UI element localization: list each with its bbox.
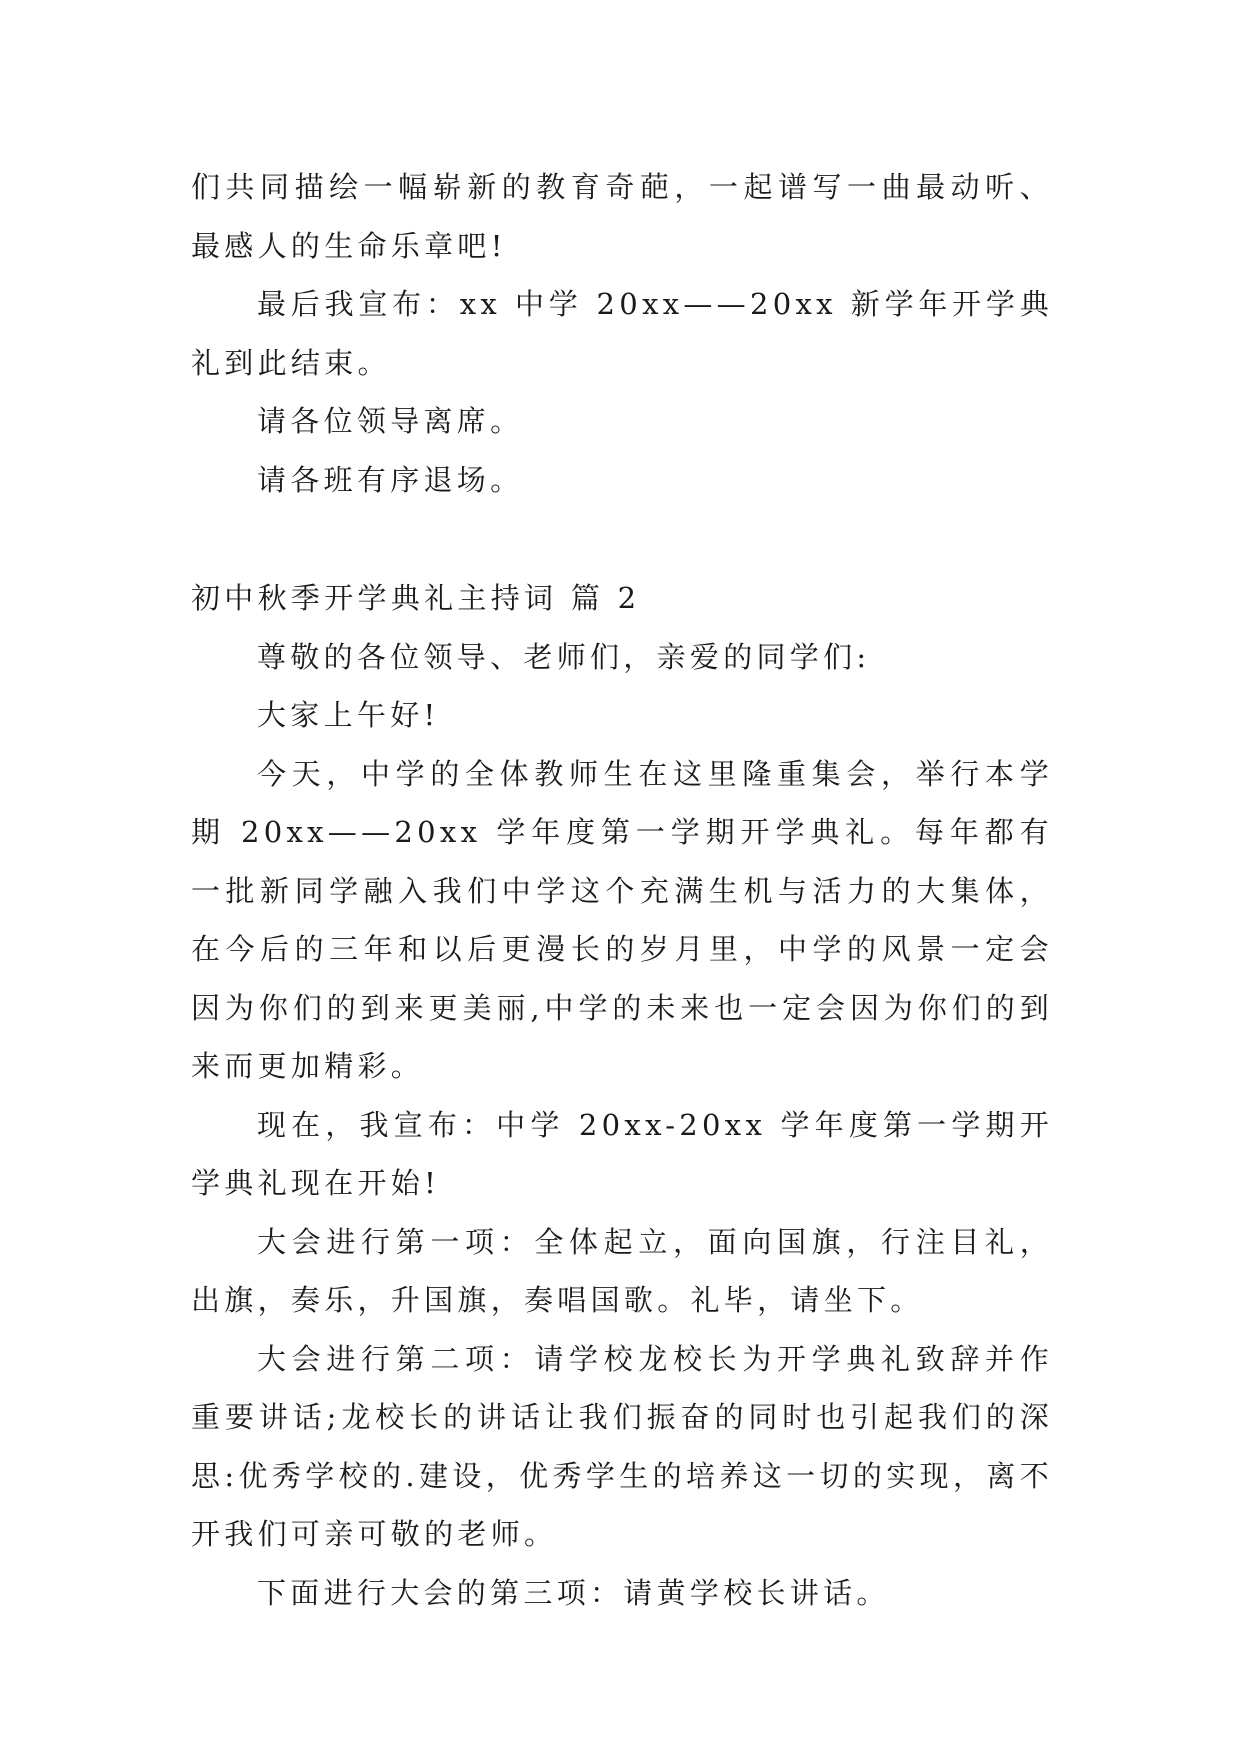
- section-gap: [191, 509, 1053, 569]
- document-body: [191, 158, 1053, 1622]
- paragraph-item-three: 下面进行大会的第三项：请黄学校长讲话。: [257, 1575, 890, 1610]
- paragraph-classes-exit: 请各班有序退场。: [257, 462, 524, 497]
- paragraph-opening-announcement: 现在，我宣布：中学 20xx-20xx 学年度第一学期开学典礼现在开始!: [191, 1107, 1053, 1200]
- paragraph-item-two: 大会进行第二项：请学校龙校长为开学典礼致辞并作重要讲话;龙校长的讲话让我们振奋的同时也引起我们的深思:优秀学校的.建设，优秀学生的培养这一切的实现，离不开我们可亲可敬的老师。: [191, 1341, 1053, 1551]
- paragraph-closing-announcement: 最后我宣布：xx 中学 20xx——20xx 新学年开学典礼到此结束。: [191, 287, 1053, 380]
- paragraph-salutation: 尊敬的各位领导、老师们，亲爱的同学们:: [257, 639, 871, 674]
- paragraph-item-one: 大会进行第一项：全体起立，面向国旗，行注目礼，出旗，奏乐，升国旗，奏唱国歌。礼毕，请坐下。: [191, 1224, 1053, 1317]
- paragraph-leaders-leave: 请各位领导离席。: [257, 404, 524, 438]
- paragraph-opening-remarks: 今天，中学的全体教师生在这里隆重集会，举行本学期 20xx——20xx 学年度第一学期开学典礼。每年都有一批新同学融入我们中学这个充满生机与活力的大集体，在今后的三年和以后更漫长的岁月里，中学的风景一定会因为你们的到来更美丽,中学的未来也一定会因为你们的到来而更加精彩。: [191, 756, 1053, 1083]
- section-heading: 初中秋季开学典礼主持词 篇 2: [191, 581, 641, 615]
- paragraph-greeting: 大家上午好!: [257, 698, 440, 732]
- paragraph-continuation: 们共同描绘一幅崭新的教育奇葩，一起谱写一曲最动听、最感人的生命乐章吧!: [191, 170, 1053, 263]
